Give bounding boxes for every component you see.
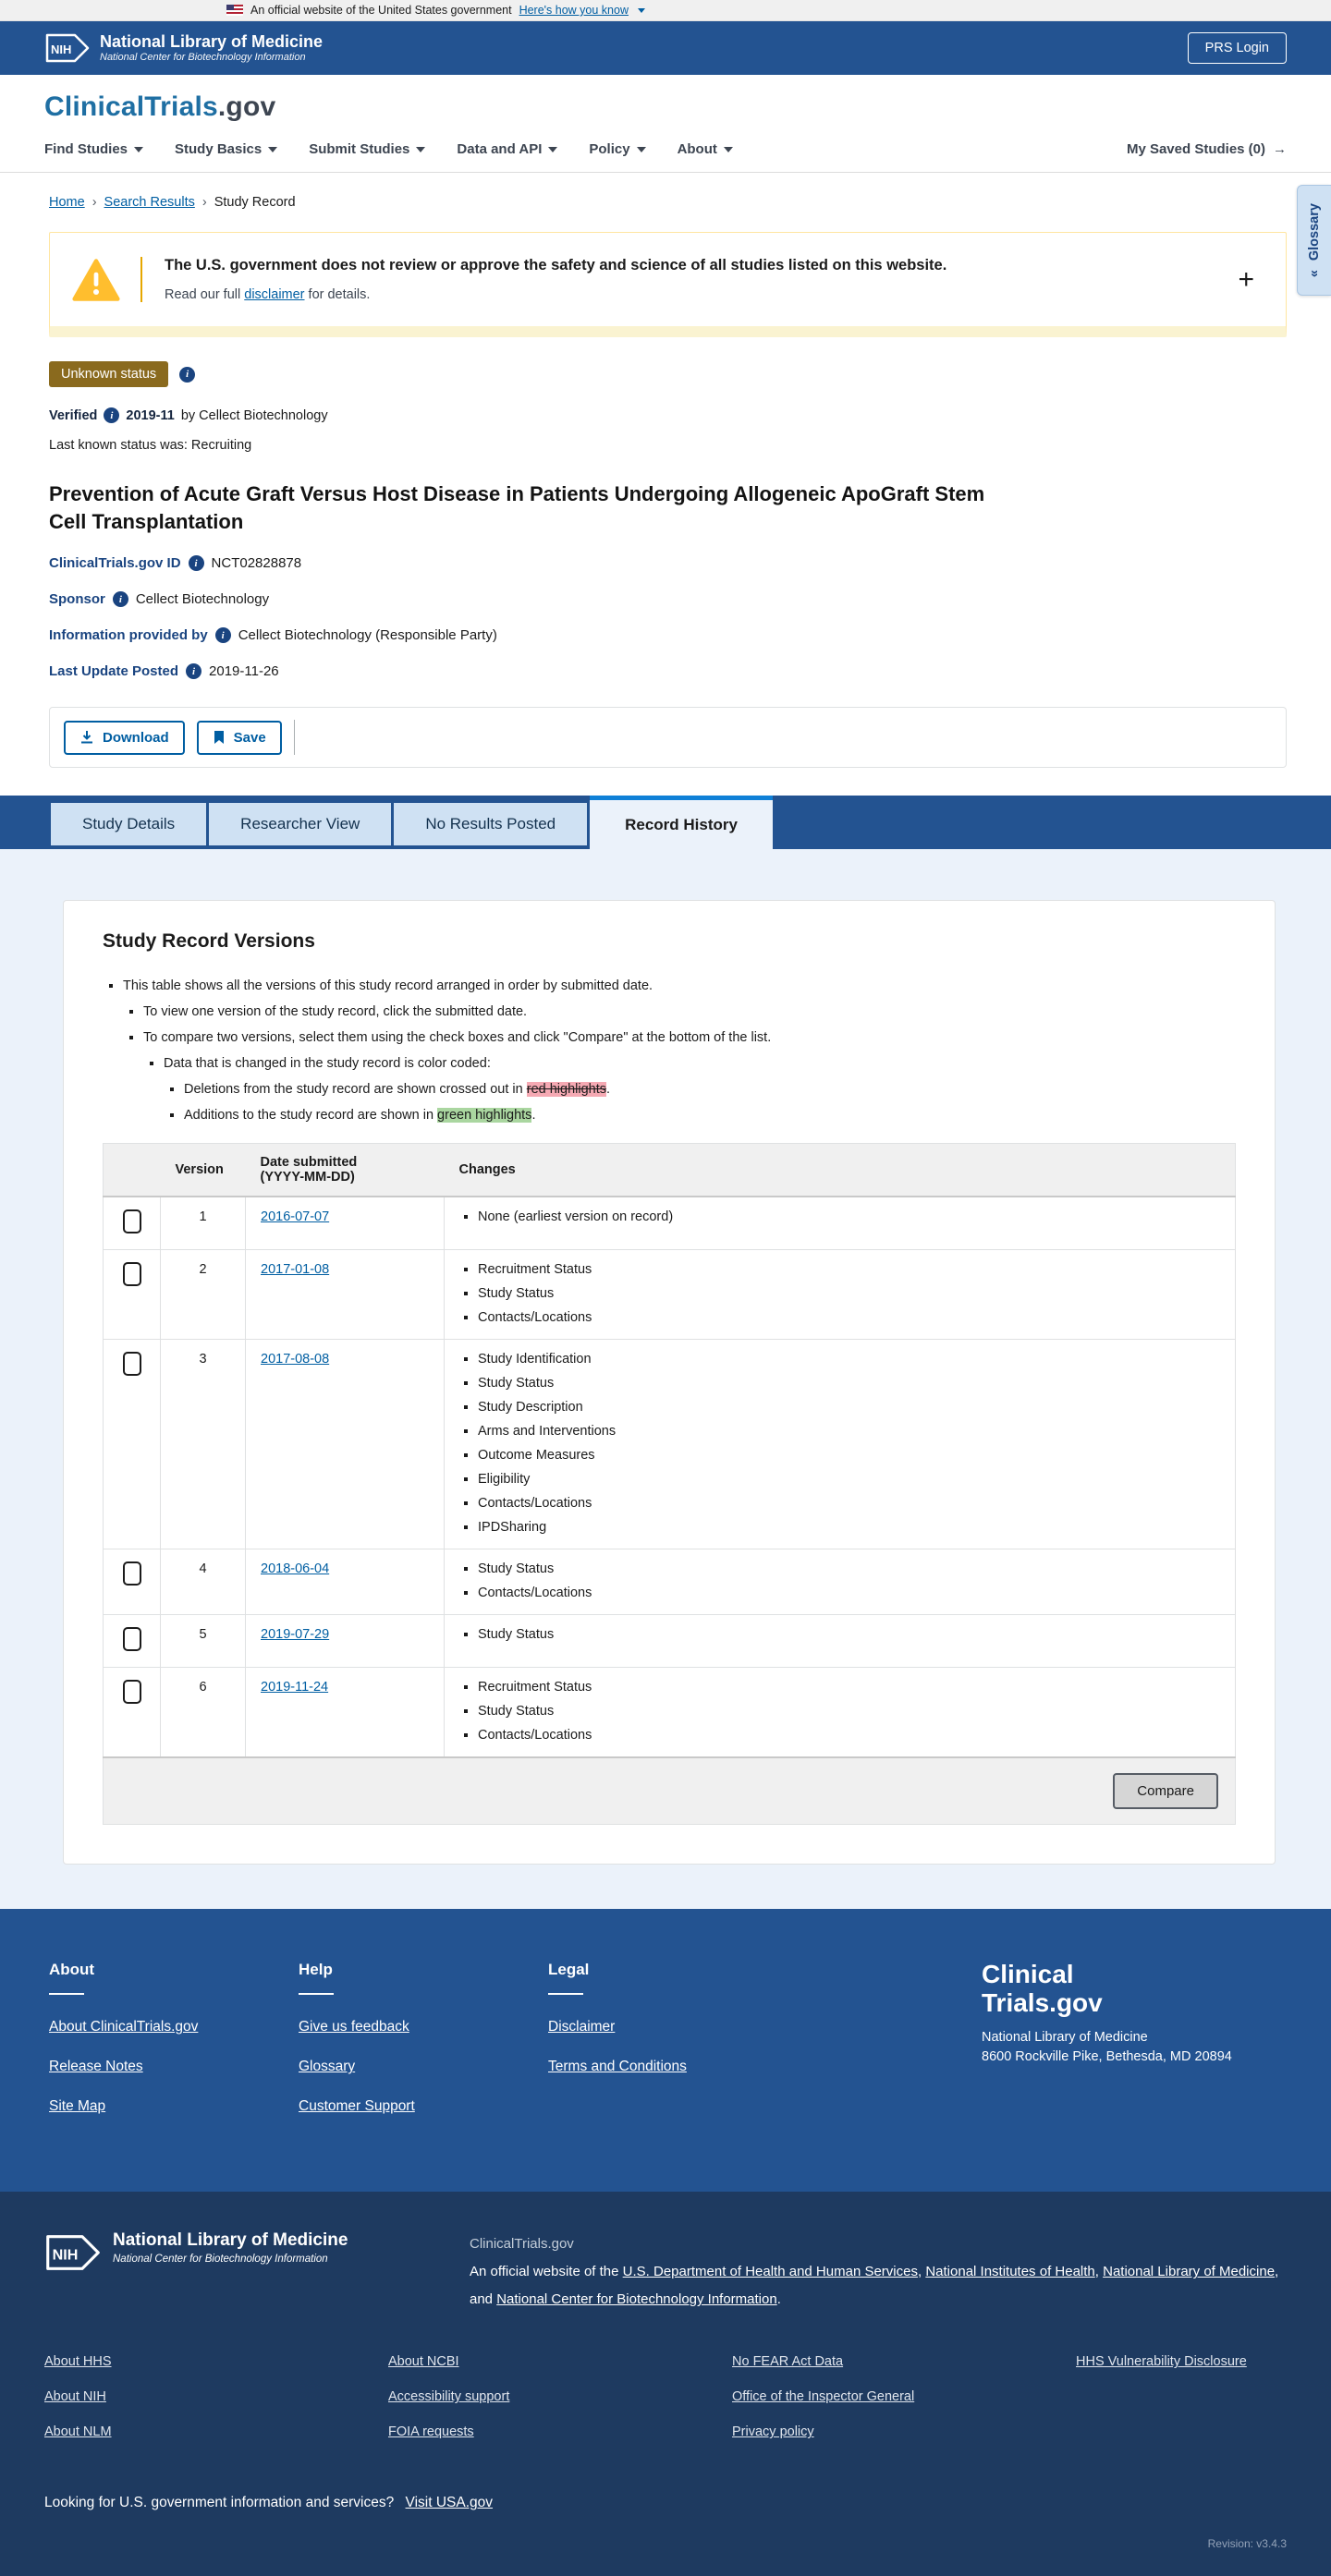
footer-heading: Help <box>299 1961 333 1979</box>
breadcrumb-current: Study Record <box>214 195 296 210</box>
info-icon[interactable]: i <box>113 591 128 607</box>
version-column-header: Version <box>161 1144 246 1197</box>
chevron-down-icon <box>416 147 425 152</box>
nav-data-and-api[interactable] <box>457 141 557 157</box>
info-provided-value: Cellect Biotechnology (Responsible Party) <box>238 627 497 644</box>
changes-cell: ▪ Study Status <box>445 1615 1236 1668</box>
date-column-header: Date submitted (YYYY-MM-DD) <box>246 1144 445 1197</box>
footer-heading: Legal <box>548 1961 590 1979</box>
hhs-link[interactable]: U.S. Department of Health and Human Services <box>622 2264 918 2280</box>
verified-row <box>49 407 1287 423</box>
versions-intro <box>103 978 1236 1123</box>
logo-primary: ClinicalTrials <box>44 91 218 122</box>
nlm-links-col-4 <box>1076 2354 1287 2460</box>
info-icon[interactable]: i <box>215 627 231 643</box>
last-known-status: Last known status was: Recruiting <box>49 438 252 453</box>
tab-study-details[interactable]: Study Details <box>51 803 206 845</box>
gov-banner <box>0 0 1331 21</box>
download-label: Download <box>103 729 169 746</box>
status-row <box>49 361 1287 387</box>
ncbi-link[interactable]: National Center for Biotechnology Information <box>496 2291 777 2308</box>
footer-link-feedback[interactable]: Give us feedback <box>299 2019 409 2035</box>
revision-label: Revision: v3.4.3 <box>1207 2537 1287 2551</box>
version-number: 3 <box>161 1340 246 1549</box>
footer-link-release-notes[interactable]: Release Notes <box>49 2059 143 2075</box>
footer-link-customer-support[interactable]: Customer Support <box>299 2098 415 2115</box>
version-date-link[interactable]: 2017-08-08 <box>261 1352 330 1367</box>
changes-cell: ▪ Recruitment Status ▪ Study Status ▪ Contacts/Locations <box>445 1250 1236 1340</box>
expand-plus-icon[interactable]: + <box>1238 263 1254 295</box>
verified-date: 2019-11 <box>126 407 175 423</box>
warning-sub-suffix: for details. <box>304 287 371 302</box>
version-checkbox[interactable] <box>123 1680 141 1704</box>
version-number: 4 <box>161 1549 246 1615</box>
privacy-policy-link[interactable]: Privacy policy <box>732 2424 814 2440</box>
table-header-row <box>104 1144 1236 1197</box>
changes-cell: ▪ Recruitment Status ▪ Study Status ▪ Contacts/Locations <box>445 1668 1236 1758</box>
nih-logo-icon <box>44 2230 102 2275</box>
intro-bullet-deletions: ▪ Deletions from the study record are shown crossed out in red highlights. <box>184 1082 1236 1097</box>
svg-text:NIH: NIH <box>51 43 72 56</box>
changes-cell: ▪ Study Identification ▪ Study Status ▪ Study Description ▪ Arms and Interventions ▪ Outcome Measures ▪ Eligibility ▪ Contacts/Locations ▪ IPDSharing <box>445 1340 1236 1549</box>
sponsor-label: Sponsor <box>49 591 105 608</box>
svg-text:NIH: NIH <box>52 2246 79 2264</box>
glossary-side-tab[interactable] <box>1297 185 1331 296</box>
card-heading: Study Record Versions <box>103 930 315 953</box>
nlm-org-name: National Library of Medicine <box>100 32 324 52</box>
about-ncbi-link[interactable]: About NCBI <box>388 2354 459 2370</box>
nav-policy[interactable] <box>589 141 645 157</box>
hhs-vulnerability-link[interactable]: HHS Vulnerability Disclosure <box>1076 2354 1247 2370</box>
nlm-logo[interactable] <box>44 30 323 66</box>
disclaimer-link[interactable]: disclaimer <box>244 287 305 302</box>
version-checkbox[interactable] <box>123 1209 141 1233</box>
version-checkbox[interactable] <box>123 1627 141 1651</box>
study-record-versions-card <box>63 900 1276 1865</box>
nlm-top-row <box>44 2230 1287 2314</box>
compare-button[interactable]: Compare <box>1113 1773 1218 1809</box>
prs-login-button[interactable]: PRS Login <box>1188 32 1287 64</box>
id-label: ClinicalTrials.gov ID <box>49 555 181 572</box>
footer-main <box>0 1909 1331 2192</box>
version-number: 5 <box>161 1615 246 1668</box>
tab-bar <box>0 796 1331 849</box>
breadcrumb-separator: › <box>92 195 97 210</box>
footer-link-about-clinicaltrials[interactable]: About ClinicalTrials.gov <box>49 2019 199 2035</box>
warning-text <box>142 257 1232 302</box>
save-label: Save <box>233 729 266 746</box>
footer-link-site-map[interactable]: Site Map <box>49 2098 106 2115</box>
nav-submit-studies[interactable] <box>309 141 425 157</box>
my-saved-studies-link[interactable] <box>1127 141 1287 157</box>
tab-record-history[interactable]: Record History <box>590 796 773 849</box>
gov-banner-text: An official website of the United States government <box>250 4 512 17</box>
warning-triangle-icon <box>72 258 120 302</box>
version-date-link[interactable]: 2016-07-07 <box>261 1209 330 1225</box>
tab-researcher-view[interactable]: Researcher View <box>209 803 391 845</box>
table-row <box>104 1615 1236 1668</box>
footer-col-legal <box>548 1961 798 2138</box>
study-id-row <box>49 555 1287 571</box>
accessibility-link[interactable]: Accessibility support <box>388 2389 510 2405</box>
official-website-text: An official website of the U.S. Department of Health and Human Services, National Institutes of Health, National Library of Medicine, and National Center for Biotechnology Information. <box>470 2264 1279 2308</box>
warning-icon-column <box>72 257 142 302</box>
versions-table <box>103 1143 1236 1825</box>
nav-find-studies[interactable] <box>44 141 143 157</box>
bookmark-icon <box>213 730 226 745</box>
about-nlm-link[interactable]: About NLM <box>44 2424 112 2440</box>
chevron-down-icon <box>268 147 277 152</box>
breadcrumb-separator: › <box>201 195 207 210</box>
usa-gov-row <box>44 2495 1287 2511</box>
verified-label: Verified <box>49 407 98 423</box>
about-hhs-link[interactable]: About HHS <box>44 2354 112 2370</box>
arrow-right-icon: → <box>1273 141 1287 157</box>
chevron-down-icon <box>548 147 557 152</box>
divider <box>49 1993 84 1995</box>
clinicaltrials-logo[interactable] <box>44 91 1287 123</box>
nlm-footer-titles <box>113 2230 348 2265</box>
heres-how-link[interactable]: Here's how you know <box>519 4 629 17</box>
footer-heading: About <box>49 1961 95 1979</box>
intro-bullet-additions: ▪ Additions to the study record are shown in green highlights. <box>184 1108 1236 1123</box>
chevron-down-icon <box>724 147 733 152</box>
nav-label: Policy <box>589 141 630 157</box>
tab-no-results-posted[interactable]: No Results Posted <box>394 803 587 845</box>
breadcrumb-search-results[interactable]: Search Results <box>104 195 195 210</box>
version-number: 1 <box>161 1197 246 1250</box>
table-row <box>104 1197 1236 1250</box>
nav-label: Study Basics <box>175 141 263 157</box>
nav-about[interactable] <box>678 141 733 157</box>
nih-logo-icon <box>44 30 91 66</box>
info-icon[interactable]: i <box>104 407 119 423</box>
sponsor-value: Cellect Biotechnology <box>135 591 270 608</box>
green-highlight-sample: green highlights <box>437 1108 532 1124</box>
sponsor-row <box>49 591 1287 607</box>
version-checkbox[interactable] <box>123 1262 141 1286</box>
info-provided-label: Information provided by <box>49 627 208 644</box>
ncbi-sub-name: National Center for Biotechnology Information <box>100 51 306 63</box>
footer-col-help <box>299 1961 548 2138</box>
intro-bullet: ▪ To compare two versions, select them using the check boxes and click "Compare" at the bottom of the list. ▪ Data that is changed in the study record is color coded: ▪ Deletions from the study record are shown crossed out in red highlights. ▪ Additions to the study record are shown in green highlights. <box>143 1030 1236 1123</box>
table-row <box>104 1340 1236 1549</box>
site-header <box>0 75 1331 173</box>
nav-study-basics[interactable] <box>175 141 277 157</box>
chevron-down-icon <box>637 147 646 152</box>
warning-headline: The U.S. government does not review or approve the safety and science of all studies listed on this website. <box>165 257 947 273</box>
download-button[interactable] <box>64 721 185 755</box>
chevron-down-icon <box>638 8 645 13</box>
action-bar <box>49 707 1287 768</box>
download-icon <box>79 730 94 745</box>
intro-bullet: ▪ To view one version of the study record, click the submitted date. <box>143 1004 1236 1019</box>
version-checkbox[interactable] <box>123 1561 141 1586</box>
version-date-link[interactable]: 2018-06-04 <box>261 1561 330 1577</box>
table-row <box>104 1250 1236 1340</box>
table-row <box>104 1549 1236 1615</box>
nav-label: About <box>677 141 717 157</box>
nih-header <box>0 21 1331 75</box>
changes-cell: ▪ None (earliest version on record) <box>445 1197 1236 1250</box>
oig-link[interactable]: Office of the Inspector General <box>732 2389 915 2405</box>
glossary-label: Glossary <box>1307 202 1322 261</box>
info-icon[interactable]: i <box>186 663 201 679</box>
red-highlight-sample: red highlights <box>526 1082 606 1098</box>
nav-label: Submit Studies <box>309 141 410 157</box>
study-title: Prevention of Acute Graft Versus Host Disease in Patients Undergoing Allogeneic ApoGraft Stem Cell Transplantation <box>49 482 985 533</box>
collapse-chevrons-icon: « <box>1307 270 1322 278</box>
nlm-logo-block[interactable] <box>44 2230 414 2314</box>
verified-by: by Cellect Biotechnology <box>180 407 328 423</box>
intro-bullet: ▪ Data that is changed in the study record is color coded: ▪ Deletions from the study record are shown crossed out in red highlights. ▪ Additions to the study record are shown in green highlights. <box>164 1056 1236 1123</box>
changes-cell: ▪ Study Status ▪ Contacts/Locations <box>445 1549 1236 1615</box>
chevron-down-icon <box>134 147 143 152</box>
last-update-row <box>49 663 1287 679</box>
glossary-tab-inner <box>1307 203 1322 277</box>
save-button[interactable] <box>197 721 282 755</box>
version-date-link[interactable]: 2019-11-24 <box>261 1680 329 1695</box>
warning-subtext <box>165 287 1232 302</box>
nlm-links-col-2 <box>388 2354 732 2460</box>
nlm-links-col-3 <box>732 2354 1076 2460</box>
ncbi-sub-name: National Center for Biotechnology Information <box>113 2254 328 2266</box>
footer-link-disclaimer[interactable]: Disclaimer <box>548 2019 616 2035</box>
status-badge: Unknown status <box>49 361 168 387</box>
footer-clinicaltrials-logo: Clinical Trials.gov <box>982 1960 1103 2017</box>
nih-link[interactable]: National Institutes of Health <box>925 2264 1095 2280</box>
last-update-label: Last Update Posted <box>49 663 179 680</box>
footer-link-terms[interactable]: Terms and Conditions <box>548 2059 687 2075</box>
nlm-description <box>470 2230 1287 2314</box>
nlm-titles <box>100 33 323 63</box>
saved-label: My Saved Studies (0) <box>1126 141 1265 157</box>
breadcrumb <box>0 173 1331 219</box>
nlm-org-name: National Library of Medicine <box>113 2230 348 2251</box>
record-history-section <box>0 849 1331 1909</box>
foia-link[interactable]: FOIA requests <box>388 2424 474 2440</box>
divider <box>299 1993 334 1995</box>
government-warning-banner <box>49 232 1287 337</box>
version-number: 6 <box>161 1668 246 1758</box>
usa-gov-text: Looking for U.S. government information and services? <box>44 2495 395 2511</box>
footer-nlm <box>0 2192 1331 2576</box>
main-nav <box>44 141 1287 172</box>
divider <box>294 720 295 755</box>
version-date-link[interactable]: 2017-01-08 <box>261 1262 330 1278</box>
id-value: NCT02828878 <box>211 555 302 572</box>
divider <box>548 1993 583 1995</box>
breadcrumb-home[interactable]: Home <box>49 195 85 210</box>
version-date-link[interactable]: 2019-07-29 <box>261 1627 330 1643</box>
no-fear-act-link[interactable]: No FEAR Act Data <box>732 2354 844 2370</box>
about-nih-link[interactable]: About NIH <box>44 2389 106 2405</box>
footer-address: National Library of Medicine 8600 Rockville Pike, Bethesda, MD 20894 <box>982 2029 1232 2064</box>
footer-col-about <box>49 1961 299 2138</box>
checkbox-column-header <box>104 1144 161 1197</box>
last-update-value: 2019-11-26 <box>209 663 279 680</box>
us-flag-icon <box>226 5 243 16</box>
logo-suffix: .gov <box>217 91 276 122</box>
visit-usa-gov-link[interactable]: Visit USA.gov <box>405 2495 494 2511</box>
nlm-link[interactable]: National Library of Medicine <box>1103 2264 1276 2280</box>
nlm-links-col-1 <box>44 2354 388 2460</box>
table-row <box>104 1668 1236 1758</box>
footer-logo-block <box>982 1961 1287 2138</box>
footer-link-glossary[interactable]: Glossary <box>299 2059 356 2075</box>
nav-label: Data and API <box>457 141 543 157</box>
changes-column-header: Changes <box>445 1144 1236 1197</box>
nlm-links-grid <box>44 2354 1287 2460</box>
nav-label: Find Studies <box>44 141 128 157</box>
intro-bullet: ▪ This table shows all the versions of this study record arranged in order by submitted date. ▪ To view one version of the study record, click the submitted date. ▪ To compare two versions, select them using the check boxes and click "Compare" at the bottom of the list. ▪ Data that is changed in the study record is color coded: ▪ Deletions from the study record are shown crossed out in red highlights. ▪ Additions to the study record are shown in green highlights. <box>123 978 1236 1123</box>
version-number: 2 <box>161 1250 246 1340</box>
nlm-site-name: ClinicalTrials.gov <box>470 2236 574 2253</box>
info-provided-row <box>49 627 1287 643</box>
table-footer-row <box>104 1757 1236 1825</box>
info-icon[interactable]: i <box>189 555 204 571</box>
version-checkbox[interactable] <box>123 1352 141 1376</box>
warning-sub-prefix: Read our full <box>165 287 245 302</box>
info-icon[interactable]: i <box>179 367 195 383</box>
